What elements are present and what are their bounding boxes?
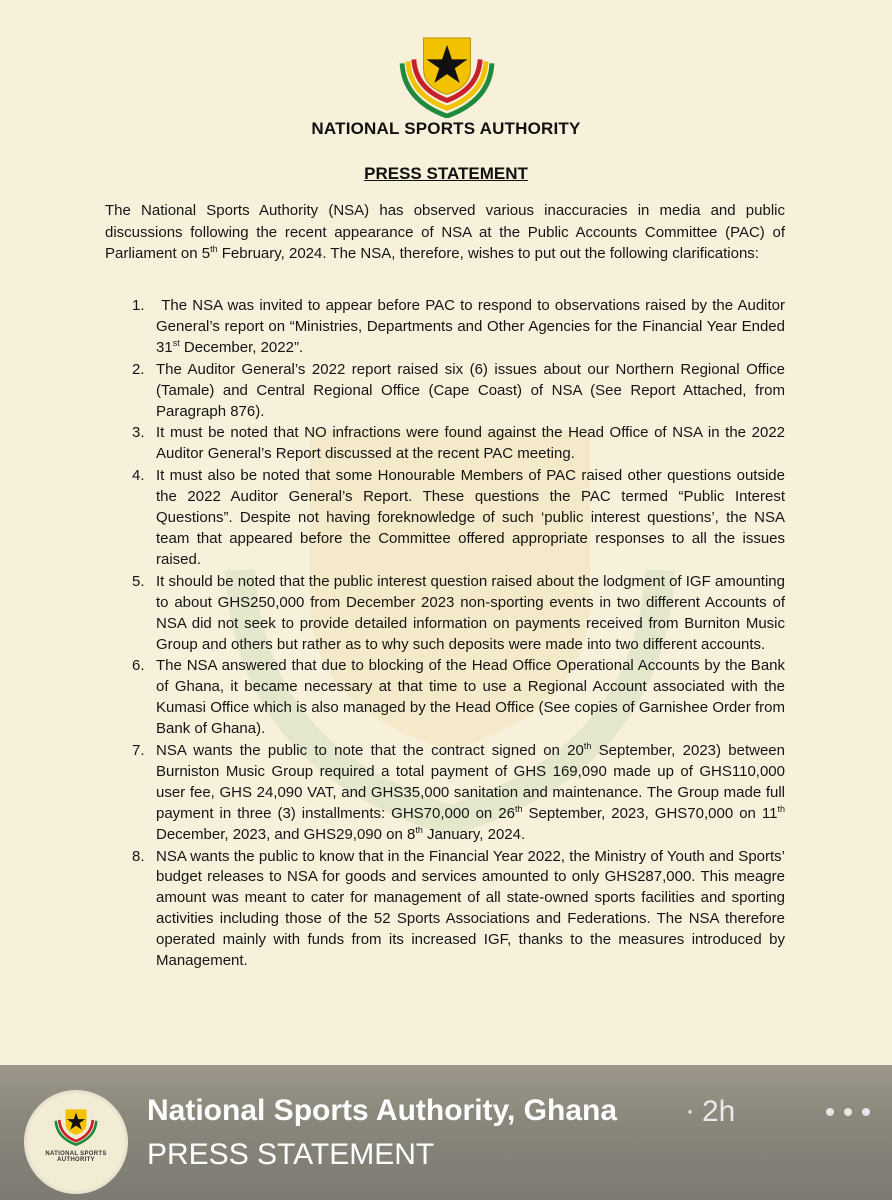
more-options-icon[interactable] xyxy=(824,1105,874,1119)
list-item: 6. The NSA answered that due to blocking of the Head Office Operational Accounts by the Bank of Ghana, it became necessary at that time to use a Regional Account associated with the Kumasi Office which is also managed by the Head Office (See copies of Garnishee Order from Bank of Ghana). xyxy=(132,657,785,738)
post-caption: PRESS STATEMENT xyxy=(147,1138,435,1171)
list-item: 5. It should be noted that the public interest question raised about the lodgment of IGF amounting to about GHS250,000 from December 2023 non-sporting events in two different Accounts of NSA did not seek to provide detailed information on payments received from Burniton Music Group and others but rather as to why such deposits were made into two different accounts. xyxy=(132,572,785,653)
list-item: 4. It must also be noted that some Honourable Members of PAC raised other questions outside the 2022 Auditor General’s Report. These questions the PAC termed “Public Interest Questions”. Despite not having foreknowledge of such ‘public interest questions’, the NSA team that appeared before the Committee offered appropriate responses to all the issues raised. xyxy=(132,467,785,568)
list-item: 3. It must be noted that NO infractions were found against the Head Office of NSA in the 2022 Auditor General’s Report discussed at the recent PAC meeting. xyxy=(132,424,785,463)
nsa-crest-icon xyxy=(398,36,496,118)
post-timestamp: 2h xyxy=(702,1095,736,1128)
list-item: 1. The NSA was invited to appear before PAC to respond to observations raised by the Auditor General’s report on “Ministries, Departments and Other Agencies for the Financial Year Ended 31st December, 2022”. xyxy=(132,297,785,356)
list-item: 8. NSA wants the public to know that in the Financial Year 2022, the Ministry of Youth and Sports’ budget releases to NSA for goods and services amounted to only GHS287,000. This meagre amount was meant to cater for management of all state-owned sports facilities and sporting activities including those of the 52 Sports Associations and Federations. The NSA therefore operated mainly with funds from its increased IGF, thanks to the measures introduced by Management. xyxy=(132,847,785,970)
intro-paragraph: The National Sports Authority (NSA) has observed various inaccuracies in media and public discussions following the recent appearance of NSA at the Public Accounts Committee (PAC) of Parliament on 5th February, 2024. The NSA, therefore, wishes to put out the following clarifications: xyxy=(105,202,785,263)
organization-title: NATIONAL SPORTS AUTHORITY xyxy=(311,119,581,138)
avatar-label: NATIONAL SPORTS AUTHORITY xyxy=(45,1151,107,1163)
separator-dot: · xyxy=(685,1094,695,1127)
clarifications-list xyxy=(105,296,785,973)
nsa-crest-icon xyxy=(54,1107,98,1147)
post-footer xyxy=(0,1065,892,1200)
list-item: 7. NSA wants the public to note that the contract signed on 20th September, 2023) between Burniston Music Group required a total payment of GHS 169,090 made up of GHS110,000 user fee, GHS 24,090 VAT, and GHS35,000 sanitation and maintenance. The Group made full payment in three (3) installments: GHS70,000 on 26th September, 2023, GHS70,000 on 11th December, 2023, and GHS29,090 on 8th January, 2024. xyxy=(132,741,785,843)
list-item: 2. The Auditor General’s 2022 report raised six (6) issues about our Northern Regional Office (Tamale) and Central Regional Office (Cape Coast) of NSA (See Report Attached, from Paragraph 876). xyxy=(132,360,785,420)
avatar[interactable] xyxy=(24,1090,128,1194)
account-name-link[interactable]: National Sports Authority, Ghana xyxy=(147,1094,618,1127)
document-title: PRESS STATEMENT xyxy=(364,164,528,183)
